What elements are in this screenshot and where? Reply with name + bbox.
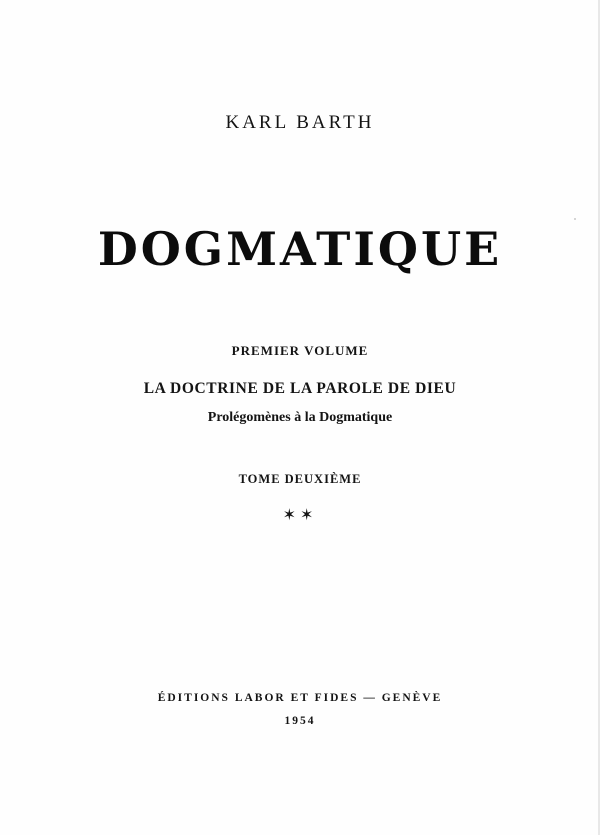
- volume-label: PREMIER VOLUME: [231, 343, 369, 358]
- work-title: LA DOCTRINE DE LA PAROLE DE DIEU: [143, 380, 457, 397]
- author-name: KARL BARTH: [225, 112, 375, 133]
- tome-label: TOME DEUXIÈME: [238, 472, 362, 486]
- publication-year: 1954: [284, 715, 316, 727]
- book-title: DOGMATIQUE: [97, 222, 503, 276]
- paper-speck: [574, 218, 576, 220]
- subtitle: Prolégomènes à la Dogmatique: [207, 410, 393, 425]
- publisher-line: ÉDITIONS LABOR ET FIDES — GENÈVE: [157, 692, 443, 704]
- star-ornament-icon: ✶✶: [282, 505, 318, 524]
